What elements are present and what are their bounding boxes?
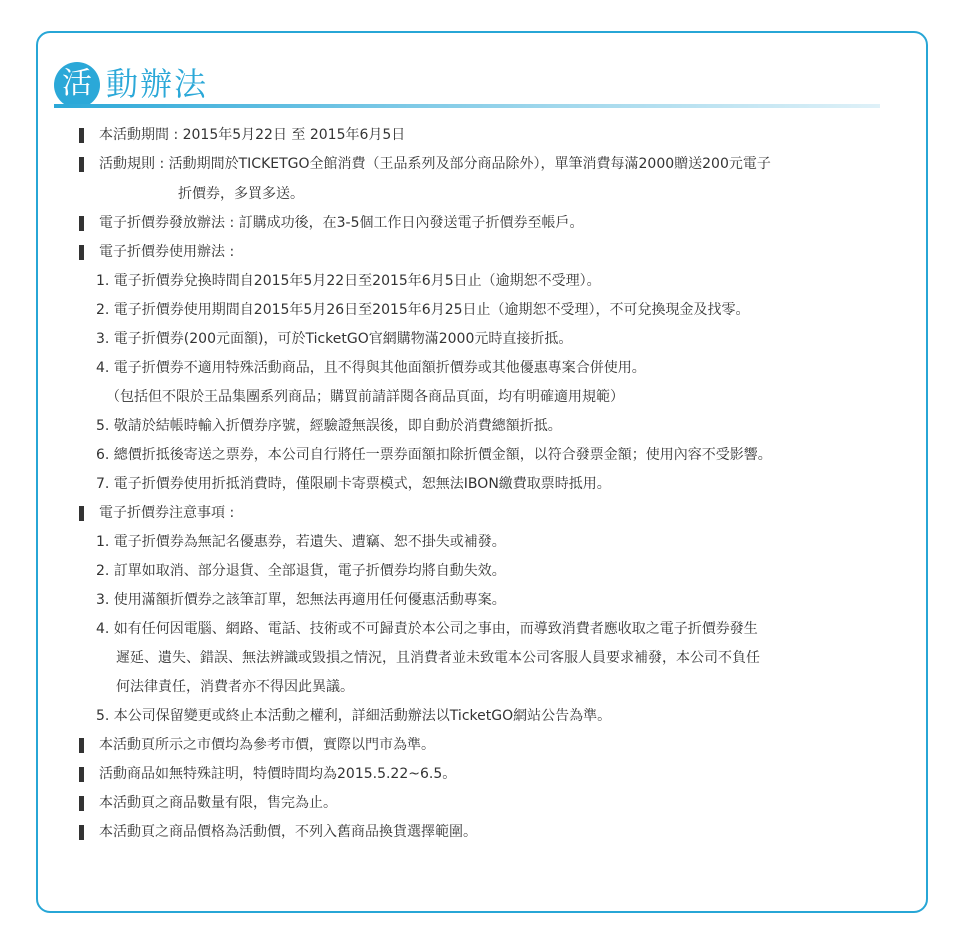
issue-method: 電子折價券發放辦法 : 訂購成功後，在3-5個工作日內發送電子折價券至帳戶。 xyxy=(79,213,583,233)
usage-item-note: （包括但不限於王品集團系列商品；購買前請詳閱各商品頁面，均有明確適用規範） xyxy=(106,389,624,405)
footer-note: 本活動頁所示之市價均為參考市價，實際以門市為準。 xyxy=(79,735,435,755)
footer-note: 本活動頁之商品數量有限，售完為止。 xyxy=(79,793,337,813)
title-underline xyxy=(54,104,880,108)
notes-item-cont: 何法律責任，消費者亦不得因此異議。 xyxy=(116,679,354,695)
activity-rules: 活動規則 : 活動期間於TICKETGO全館消費（王品系列及部分商品除外），單筆消費每滿2000贈送200元電子 xyxy=(79,154,771,174)
page-title: 動辦法 xyxy=(106,65,209,103)
activity-rules-cont: 折價券，多買多送。 xyxy=(178,186,304,202)
notes-item-cont: 遲延、遺失、錯誤、無法辨識或毀損之情況，且消費者並未致電本公司客服人員要求補發，本公司不負任 xyxy=(116,650,760,666)
notes-item: 4. 如有任何因電腦、網路、電話、技術或不可歸責於本公司之事由，而導致消費者應收取之電子折價券發生 xyxy=(96,621,758,637)
usage-item: 1. 電子折價券兌換時間自2015年5月22日至2015年6月5日止（逾期恕不受理）。 xyxy=(96,273,601,289)
usage-item: 3. 電子折價券(200元面額)，可於TicketGO官網購物滿2000元時直接折抵。 xyxy=(96,331,573,347)
usage-item: 7. 電子折價券使用折抵消費時，僅限刷卡寄票模式，恕無法IBON繳費取票時抵用。 xyxy=(96,476,611,492)
notes-item: 2. 訂單如取消、部分退貨、全部退貨，電子折價券均將自動失效。 xyxy=(96,563,506,579)
title-badge: 活 xyxy=(54,62,100,108)
usage-item: 6. 總價折抵後寄送之票券，本公司自行將任一票券面額扣除折價金額，以符合發票金額；使用內容不受影響。 xyxy=(96,447,772,463)
footer-note: 活動商品如無特殊註明，特價時間均為2015.5.22~6.5。 xyxy=(79,764,456,784)
usage-item: 4. 電子折價券不適用特殊活動商品，且不得與其他面額折價券或其他優惠專案合併使用。 xyxy=(96,360,646,376)
activity-period: 本活動期間 : 2015年5月22日 至 2015年6月5日 xyxy=(79,125,405,145)
notes-heading: 電子折價券注意事項 : xyxy=(79,503,234,523)
notes-item: 3. 使用滿額折價券之該筆訂單，恕無法再適用任何優惠活動專案。 xyxy=(96,592,506,608)
usage-heading: 電子折價券使用辦法 : xyxy=(79,242,234,262)
usage-item: 2. 電子折價券使用期間自2015年5月26日至2015年6月25日止（逾期恕不受理），不可兌換現金及找零。 xyxy=(96,302,750,318)
usage-item: 5. 敬請於結帳時輸入折價券序號，經驗證無誤後，即自動於消費總額折抵。 xyxy=(96,418,562,434)
footer-note: 本活動頁之商品價格為活動價，不列入舊商品換貨選擇範圍。 xyxy=(79,822,477,842)
section-title xyxy=(54,62,884,108)
notes-item: 5. 本公司保留變更或終止本活動之權利，詳細活動辦法以TicketGO網站公告為準。 xyxy=(96,708,612,724)
notes-item: 1. 電子折價券為無記名優惠券，若遺失、遭竊、恕不掛失或補發。 xyxy=(96,534,506,550)
